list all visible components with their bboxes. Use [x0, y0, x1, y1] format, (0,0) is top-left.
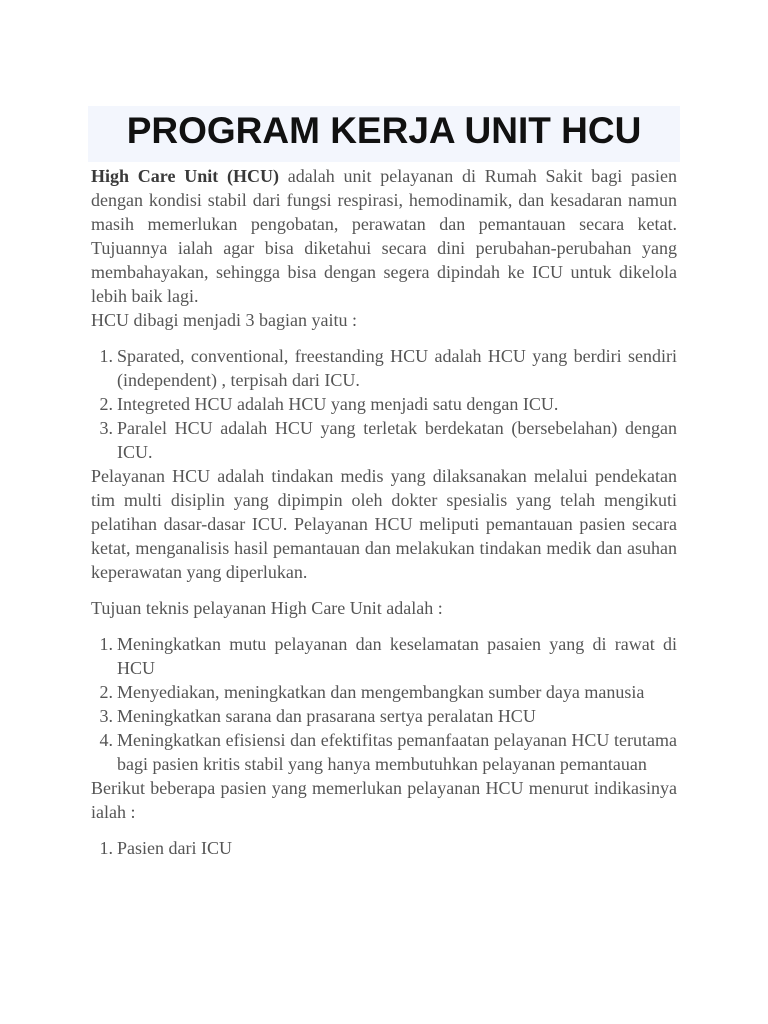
- division-intro: HCU dibagi menjadi 3 bagian yaitu :: [91, 310, 357, 330]
- list-text: Menyediakan, meningkatkan dan mengembangkan sumber daya manusia: [117, 682, 645, 702]
- list-number: 1.: [99, 838, 113, 858]
- list-text: Integreted HCU adalah HCU yang menjadi satu dengan ICU.: [117, 394, 559, 414]
- list-item: [91, 836, 677, 860]
- list-number: 1.: [99, 346, 113, 366]
- list-item: [91, 680, 677, 704]
- list-text: Meningkatkan sarana dan prasarana sertya peralatan HCU: [117, 706, 536, 726]
- list-text: Sparated, conventional, freestanding HCU adalah HCU yang berdiri sendiri (independent) , terpisah dari ICU.: [117, 346, 677, 390]
- service-paragraph: Pelayanan HCU adalah tindakan medis yang dilaksanakan melalui pendekatan tim multi disiplin yang dipimpin oleh dokter spesialis yang telah mengikuti pelatihan dasar-dasar ICU. Pelayanan HCU meliputi pemantauan pasien secara ketat, menganalisis hasil pemantauan dan melakukan tindakan medik dan asuhan keperawatan yang diperlukan.: [91, 466, 677, 582]
- list-number: 1.: [99, 634, 113, 654]
- intro-definition: adalah unit pelayanan di Rumah Sakit bagi pasien dengan kondisi stabil dari fungsi respirasi, hemodinamik, dan kesadaran namun masih memerlukan pengobatan, perawatan dan pemantauan secara ketat. Tujuannya ialah agar bisa diketahui secara dini perubahan-perubahan yang membahayakan, sehingga bisa dengan segera dipindah ke ICU untuk dikelola lebih baik lagi.: [91, 166, 677, 306]
- list-text: Paralel HCU adalah HCU yang terletak berdekatan (bersebelahan) dengan ICU.: [117, 418, 677, 462]
- list-number: 2.: [99, 682, 113, 702]
- goals-intro: Tujuan teknis pelayanan High Care Unit adalah :: [91, 598, 443, 618]
- list-text: Meningkatkan efisiensi dan efektifitas pemanfaatan pelayanan HCU terutama bagi pasien kritis stabil yang hanya membutuhkan pelayanan pemantauan: [117, 730, 677, 774]
- list-number: 2.: [99, 394, 113, 414]
- list-item: [91, 704, 677, 728]
- list-text: Pasien dari ICU: [117, 838, 232, 858]
- list-item: [91, 728, 677, 776]
- indications-intro: Berikut beberapa pasien yang memerlukan pelayanan HCU menurut indikasinya ialah :: [91, 778, 677, 822]
- list-text: Meningkatkan mutu pelayanan dan keselamatan pasaien yang di rawat di HCU: [117, 634, 677, 678]
- divisions-list: [91, 344, 677, 464]
- list-item: [91, 632, 677, 680]
- list-item: [91, 392, 677, 416]
- indications-list: [91, 836, 677, 860]
- intro-term: High Care Unit (HCU): [91, 166, 279, 186]
- list-number: 3.: [99, 706, 113, 726]
- goals-list: [91, 632, 677, 776]
- list-number: 3.: [99, 418, 113, 438]
- list-number: 4.: [99, 730, 113, 750]
- intro-paragraph: [91, 164, 677, 308]
- list-item: [91, 416, 677, 464]
- document-body: [91, 164, 677, 860]
- list-item: [91, 344, 677, 392]
- page-title: PROGRAM KERJA UNIT HCU: [126, 110, 642, 151]
